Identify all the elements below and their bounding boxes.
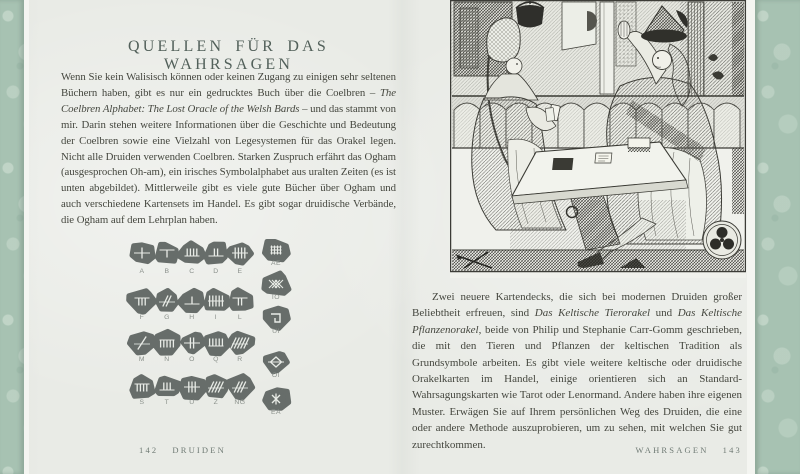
ogham-stone-E — [227, 245, 252, 275]
page-edge-left — [24, 0, 29, 474]
ogham-letter-label: H — [189, 314, 195, 321]
page-title: QUELLEN FÜR DAS WAHRSAGEN — [128, 38, 329, 73]
ogham-letter-label: AE — [270, 260, 282, 267]
chapter-label: WAHRSAGEN — [635, 445, 709, 455]
ogham-letter-label: G — [164, 314, 170, 321]
ogham-letter-label: N — [164, 356, 170, 363]
decorative-leaf-border-left — [0, 0, 24, 474]
text-run: und — [650, 307, 678, 320]
page-footer-right — [412, 445, 742, 455]
ogham-letter-label: D — [213, 268, 219, 275]
chapter-label: DRUIDEN — [172, 445, 227, 455]
ogham-stone-L — [231, 290, 251, 321]
ogham-letter-label: E — [237, 268, 243, 275]
ogham-letter-label: F — [139, 314, 145, 321]
ogham-stone-Q — [206, 334, 228, 363]
ogham-stone-M — [130, 334, 155, 363]
ogham-stone-IO — [264, 273, 289, 301]
ogham-stone-NG — [229, 376, 253, 406]
ogham-stone-G — [158, 291, 176, 322]
ogham-letter-label: C — [189, 268, 195, 275]
page-number: 143 — [722, 445, 742, 455]
ogham-letter-label: A — [139, 268, 145, 275]
ogham-stone-I — [206, 291, 227, 322]
ogham-alphabet-chart — [112, 236, 297, 428]
ogham-stone-EA — [265, 390, 289, 416]
ogham-letter-label: T — [164, 399, 170, 406]
italic-text-run: Das Keltische Tierorakel — [534, 307, 651, 320]
ogham-stone-B — [157, 244, 176, 275]
ogham-letter-label: NG — [234, 399, 246, 406]
ogham-letter-label: U — [189, 399, 195, 406]
woodcut-illustration — [450, 0, 746, 278]
page-footer-left — [139, 445, 226, 455]
ogham-stone-S — [132, 377, 153, 406]
page-edge-right — [747, 0, 755, 474]
ogham-stone-H — [179, 290, 202, 321]
ogham-letter-label: B — [164, 268, 170, 275]
body-paragraph-right — [412, 289, 742, 453]
floor — [452, 250, 744, 272]
ogham-stone-OI — [265, 354, 287, 379]
ogham-letter-label: IO — [271, 294, 281, 301]
italic-text-run: Das Keltische Pflanzenorakel — [412, 307, 742, 336]
ogham-letter-label: O — [189, 356, 195, 363]
ogham-stone-T — [157, 378, 180, 406]
italic-text-run: The Coelbren Alphabet: The Lost Oracle of the Welsh Bards — [61, 86, 396, 115]
ogham-letter-label: M — [138, 356, 146, 363]
ogham-stone-N — [154, 331, 178, 363]
ogham-letter-label: Z — [213, 399, 219, 406]
decorative-leaf-border-right — [755, 0, 800, 474]
ogham-stone-C — [178, 243, 204, 275]
ogham-letter-label: UI — [272, 328, 280, 335]
ogham-stone-O — [183, 334, 205, 363]
ogham-letter-label: R — [237, 356, 243, 363]
ogham-stone-R — [229, 333, 253, 363]
text-run: – und das stammt von mir. Darin stehen weitere Informationen über die Geschichte und Bedeutung der Coelbren sowie eine Vielzahl von Legesystemen für das Orakel legen. Nicht alle Druiden verwenden Coelbren. Starken Zuspruch erfährt das Ogham (ausgesprochen Oh-am), ein irisches Symbolalphabet aus uralten Zeiten (es ist unten abgebildet). Mittlerweile gibt es viele gute Bücher über Ogham und auch verschiedene Kartensets im Handel. Es gibt sogar druidische Verbände, die Ogham auf dem Lehrplan haben. — [61, 102, 396, 227]
ogham-stones-figure — [112, 236, 297, 428]
rosette-ornament — [703, 221, 741, 259]
ogham-stone-Z — [208, 377, 228, 406]
ogham-letter-label: I — [214, 314, 218, 321]
text-run: , beide von Philip und Stephanie Carr-Gomm geschrieben, die mit den Tieren und Pflanzen der keltischen Tradition als Grundsymbole arbeiten. Es gibt viele weitere keltische oder druidische Orakelkarten im Handel, einige orientieren sich an Standard-Wahrsagungskarten wie Tarot oder Lenormand. Andere haben ihre eigenen Muster. Erwägen Sie auf Ihrem persönlichen Weg des Druiden, die eine oder andere Methode auszuprobieren, um zu sehen, mit welchen Sie gut zurechtkommen. — [412, 323, 742, 451]
ogham-letter-label: L — [237, 314, 243, 321]
text-run: Zwei neuere Kartendecks, die sich bei modernen Druiden großer Beliebtheit erfreuen, sind — [412, 291, 742, 320]
ogham-stone-D — [206, 244, 226, 275]
ogham-stone-A — [132, 245, 153, 275]
ogham-letter-label: OI — [271, 372, 281, 379]
text-run: Wenn Sie kein Walisisch können oder keinen Zugang zu einigen sehr seltenen Büchern haben, gibt es nur ein gedrucktes Buch über die Coelbren – — [61, 71, 396, 99]
page-number: 142 — [139, 445, 159, 455]
ogham-stone-F — [129, 291, 155, 321]
ogham-letter-label: EA — [270, 409, 282, 416]
ogham-stone-UI — [265, 308, 288, 335]
ogham-letter-label: Q — [213, 356, 219, 363]
ogham-stone-U — [181, 379, 205, 407]
body-paragraph-left — [61, 70, 396, 229]
ogham-stone-AE — [265, 242, 289, 268]
ogham-letter-label: S — [139, 399, 145, 406]
